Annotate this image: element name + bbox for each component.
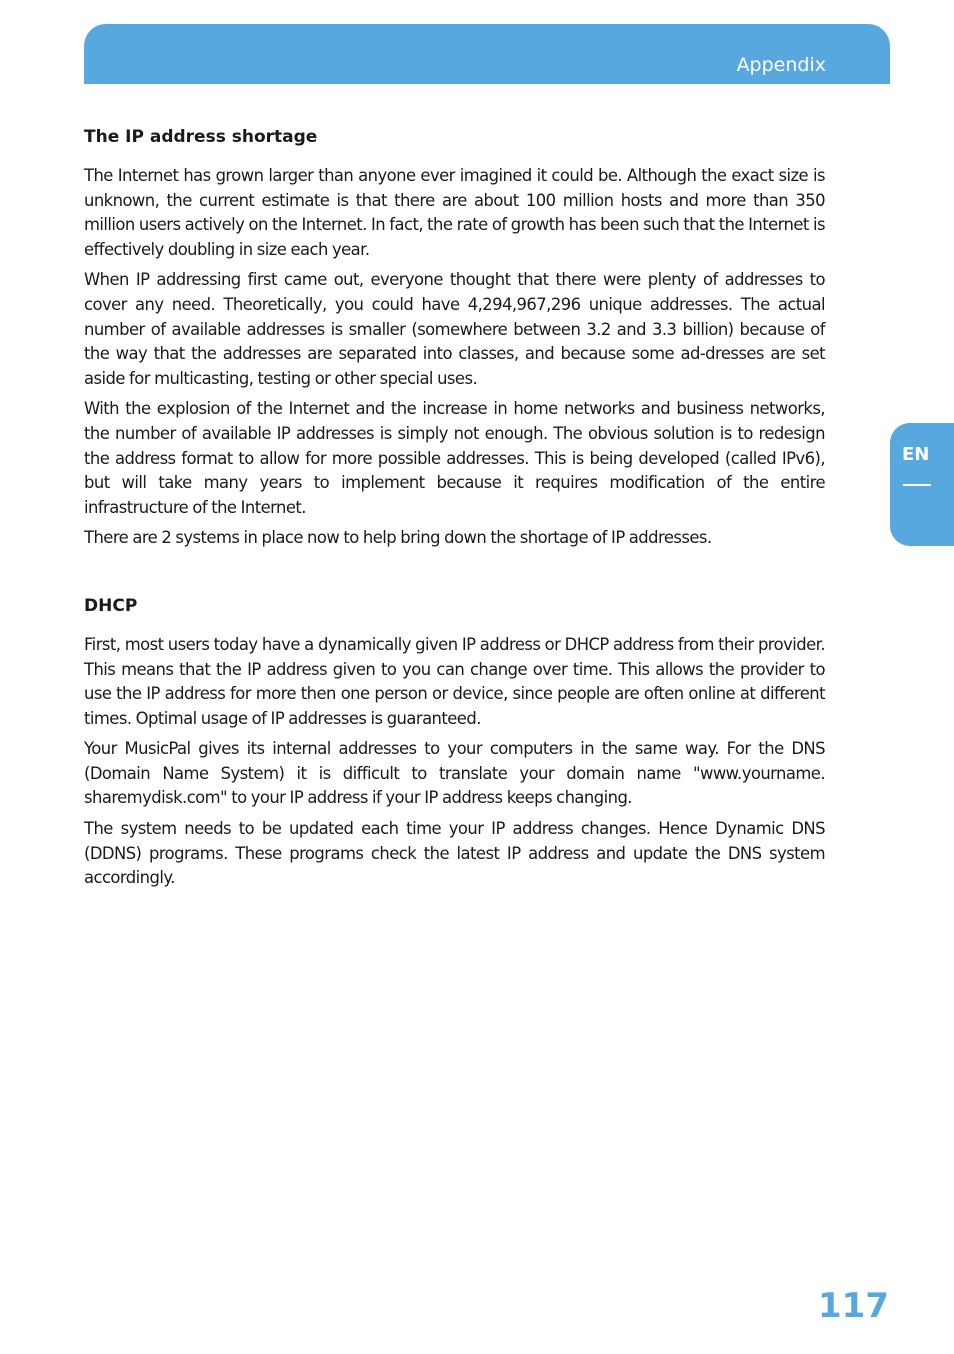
section-heading: DHCP: [84, 595, 138, 616]
header-bar: [84, 24, 890, 84]
language-tab-label: EN: [902, 444, 930, 465]
paragraph: When IP addressing first came out, everyone thought that there were plenty of addresses to cover any need. Theoretically, you could have 4,294,967,296 unique addresses. The actual number of available addresses is smaller (somewhere between 3.2 and 3.3 billion) because of the way that the addresses are separated into classes, and because some ad-dresses are set aside for multicasting, testing or other special uses.: [84, 270, 825, 388]
language-tab-underline: [903, 484, 931, 486]
paragraph: With the explosion of the Internet and the increase in home networks and business networks, the number of available IP addresses is simply not enough. The obvious solution is to redesign the address format to allow for more possible addresses. This is being developed (called IPv6), but will take many years to implement because it requires modification of the entire infrastructure of the Internet.: [84, 399, 825, 517]
paragraph: The system needs to be updated each time your IP address changes. Hence Dynamic DNS (DDNS) programs. These programs check the latest IP address and update the DNS system accordingly.: [84, 819, 825, 888]
language-tab[interactable]: [890, 423, 954, 546]
page-number: 117: [818, 1286, 889, 1326]
paragraph: There are 2 systems in place now to help bring down the shortage of IP addresses.: [84, 528, 712, 548]
main-content: [84, 124, 825, 897]
paragraph: The Internet has grown larger than anyone ever imagined it could be. Although the exact size is unknown, the current estimate is that there are about 100 million hosts and more than 350 million users actively on the Internet. In fact, the rate of growth has been such that the Internet is effectively doubling in size each year.: [84, 166, 825, 259]
section-ip-shortage: [84, 124, 825, 551]
section-heading: The IP address shortage: [84, 127, 318, 147]
paragraph: First, most users today have a dynamically given IP address or DHCP address from their provider. This means that the IP address given to you can change over time. This allows the provider to use the IP address for more then one person or device, since people are often online at different times. Optimal usage of IP addresses is guaranteed.: [84, 634, 825, 728]
header-title: Appendix: [736, 54, 826, 76]
paragraph: Your MusicPal gives its internal addresses to your computers in the same way. For the DNS (Domain Name System) it is difficult to translate your domain name "www.yourname. sharemydisk.com" to your IP address if your IP address keeps changing.: [84, 739, 825, 808]
section-dhcp: [84, 593, 825, 891]
